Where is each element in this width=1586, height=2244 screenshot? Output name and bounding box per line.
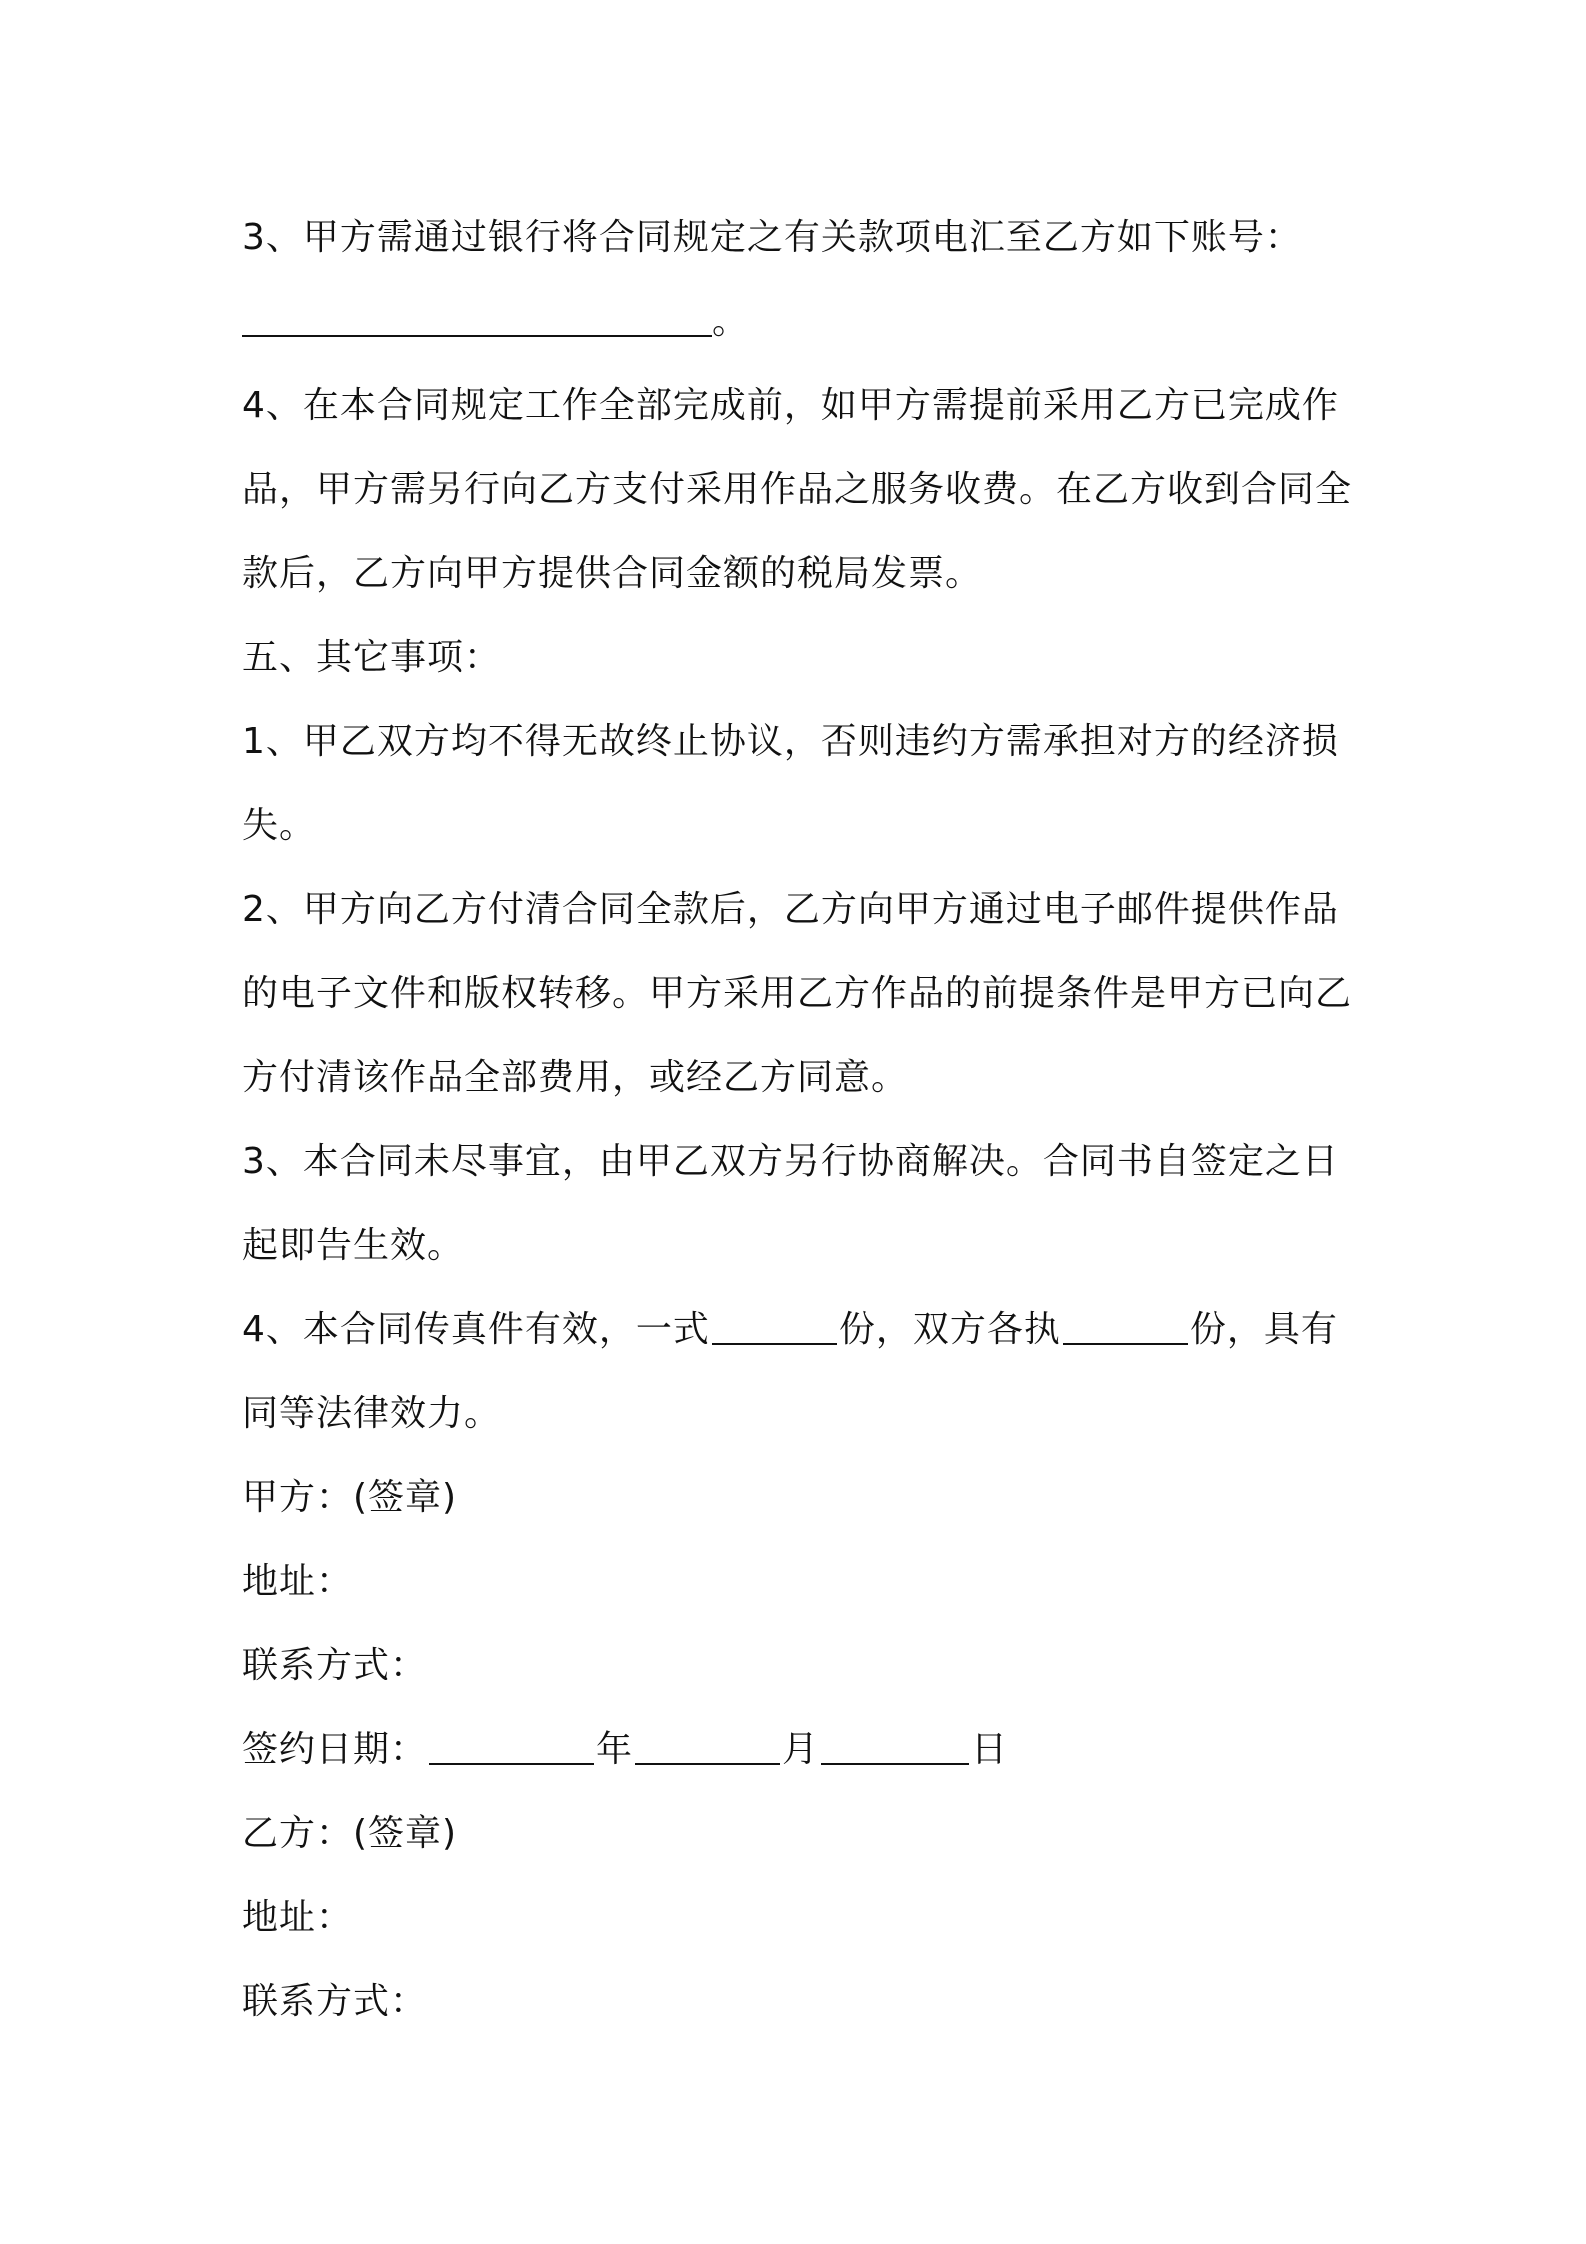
signing-date-line <box>242 1708 1362 1792</box>
clause-3-payment-line: 3、甲方需通过银行将合同规定之有关款项电汇至乙方如下账号： <box>242 217 1302 258</box>
party-a-signature: 甲方：(签章) <box>242 1477 458 1518</box>
year-label: 年 <box>596 1729 634 1770</box>
section-5-clause-3-line-2: 起即告生效。 <box>242 1225 465 1266</box>
party-b-contact: 联系方式： <box>242 1981 428 2022</box>
day-label: 日 <box>971 1729 1009 1770</box>
section-5-clause-4-line-1 <box>242 1288 1362 1372</box>
section-5-clause-2-line-2: 的电子文件和版权转移。甲方采用乙方作品的前提条件是甲方已向乙 <box>242 973 1353 1014</box>
section-5-clause-4-line-2: 同等法律效力。 <box>242 1393 502 1434</box>
section-5-clause-3-line-1: 3、本合同未尽事宜，由甲乙双方另行协商解决。合同书自签定之日 <box>242 1141 1339 1182</box>
clause-4-line-1: 4、在本合同规定工作全部完成前，如甲方需提前采用乙方已完成作 <box>242 385 1339 426</box>
copies-text-a: 4、本合同传真件有效，一式 <box>242 1309 710 1350</box>
total-copies-blank <box>712 1307 837 1345</box>
day-blank <box>821 1727 969 1765</box>
clause-4-line-2: 品，甲方需另行向乙方支付采用作品之服务收费。在乙方收到合同全 <box>242 469 1353 510</box>
account-number-line <box>242 280 1362 364</box>
party-b-signature: 乙方：(签章) <box>242 1813 458 1854</box>
each-party-copies-blank <box>1063 1307 1188 1345</box>
copies-text-b: 份，双方各执 <box>838 1309 1061 1350</box>
signing-date-label: 签约日期： <box>242 1729 428 1770</box>
party-a-address: 地址： <box>242 1561 354 1602</box>
section-5-heading: 五、其它事项： <box>242 637 502 678</box>
account-line-end: 。 <box>712 301 750 342</box>
section-5-clause-2-line-1: 2、甲方向乙方付清合同全款后，乙方向甲方通过电子邮件提供作品 <box>242 889 1339 930</box>
clause-4-line-3: 款后，乙方向甲方提供合同金额的税局发票。 <box>242 553 983 594</box>
section-5-clause-2-line-3: 方付清该作品全部费用，或经乙方同意。 <box>242 1057 909 1098</box>
party-b-address: 地址： <box>242 1897 354 1938</box>
copies-text-c: 份，具有 <box>1189 1309 1338 1350</box>
section-5-clause-1-line-1: 1、甲乙双方均不得无故终止协议，否则违约方需承担对方的经济损 <box>242 721 1339 762</box>
month-blank <box>635 1727 780 1765</box>
month-label: 月 <box>782 1729 820 1770</box>
party-a-contact: 联系方式： <box>242 1645 428 1686</box>
year-blank <box>429 1727 594 1765</box>
account-number-blank <box>242 299 712 337</box>
contract-body <box>242 196 1362 2044</box>
section-5-clause-1-line-2: 失。 <box>242 805 317 846</box>
